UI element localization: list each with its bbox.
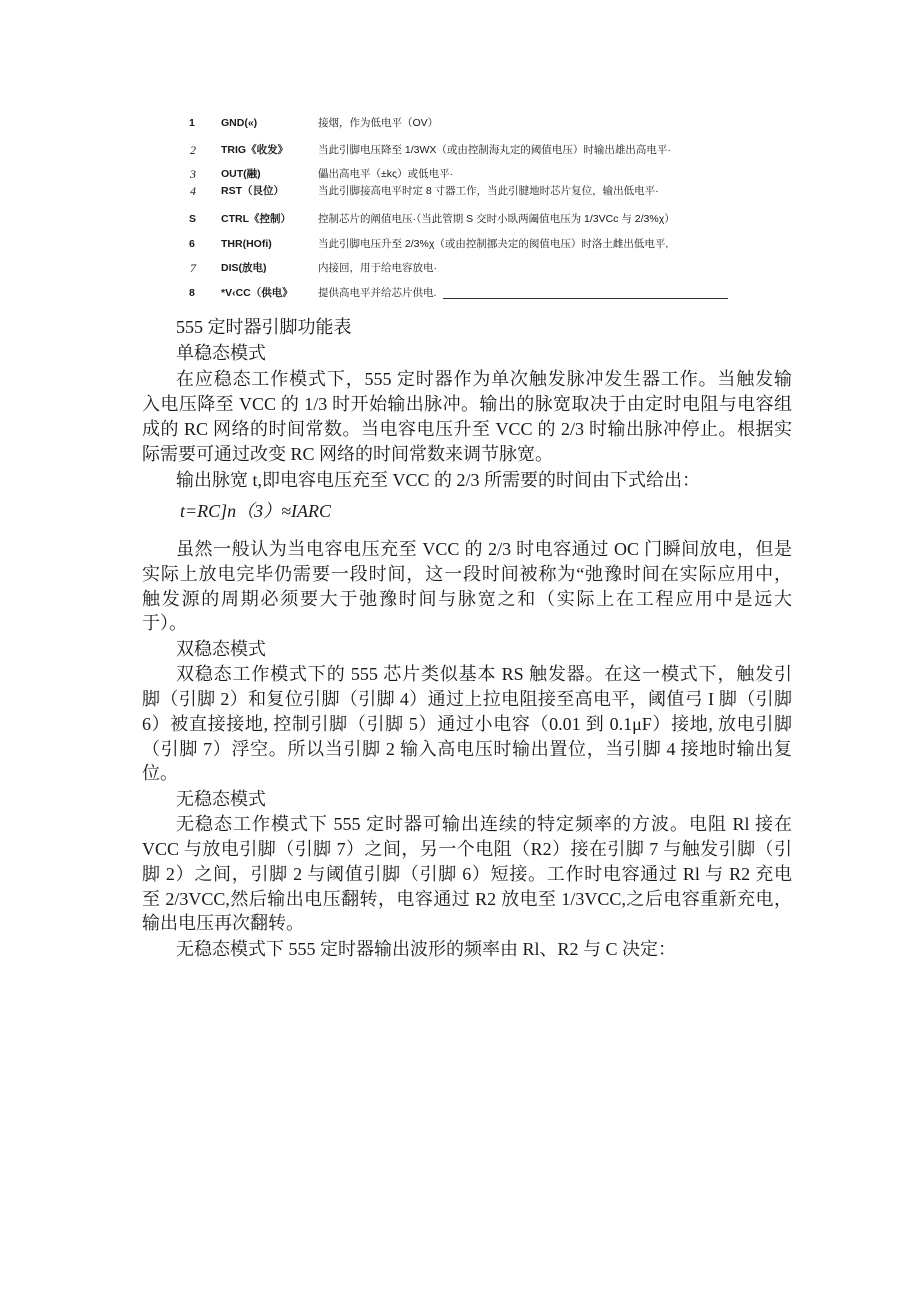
table-caption: 555 定时器引脚功能表 bbox=[176, 317, 352, 337]
pin-name: RST（艮位） bbox=[221, 185, 284, 197]
section-heading-bistable: 双稳态模式 bbox=[176, 639, 266, 659]
pin-name: DIS(放电) bbox=[221, 262, 267, 274]
paragraph-line: 位。 bbox=[142, 763, 178, 783]
pin-name: *V‹CC（供电》 bbox=[221, 287, 293, 299]
paragraph-line: 脚 2）之间，引脚 2 与阈值引脚（引脚 6）短接。工作时电容通过 Rl 与 R2 充电 bbox=[142, 864, 792, 884]
pin-row-7 bbox=[0, 257, 920, 279]
paragraph-line: 成的 RC 网络的时间常数。当电容电压升至 VCC 的 2/3 时输出脉冲停止。根据实 bbox=[142, 419, 792, 439]
pin-row-4 bbox=[0, 180, 920, 202]
pulse-width-formula: t=RC]n（3）≈IARC bbox=[180, 501, 332, 521]
paragraph-line: 触发源的周期必须要大于弛豫时间与脉宽之和（实际上在工程应用中是远大 bbox=[142, 589, 792, 609]
pin-name: CTRL《控制） bbox=[221, 213, 291, 225]
pin-description: 接烟，作为低电平（OV） bbox=[318, 117, 439, 129]
pin-number: 6 bbox=[189, 238, 195, 250]
pin-number: 4 bbox=[190, 184, 196, 198]
paragraph-line: VCC 与放电引脚（引脚 7）之间，另一个电阻（R2）接在引脚 7 与触发引脚（引 bbox=[142, 839, 792, 859]
paragraph-line: 无稳态模式下 555 定时器输出波形的频率由 Rl、R2 与 C 决定： bbox=[176, 939, 677, 959]
pin-description: 当此引脚电压升至 2/3%χ（或由控制挪夬定的阂值电压）时洛土雌出低电平, bbox=[318, 238, 669, 250]
paragraph-line: 虽然一般认为当电容电压充至 VCC 的 2/3 时电容通过 OC 门瞬间放电，但是 bbox=[176, 539, 792, 559]
paragraph-line: 脚（引脚 2）和复位引脚（引脚 4）通过上拉电阻接至高电平，阈值弓 I 脚（引脚 bbox=[142, 689, 792, 709]
pin-row-6 bbox=[0, 233, 920, 255]
pin-number: S bbox=[189, 213, 197, 225]
pin-number: 7 bbox=[190, 261, 196, 275]
paragraph-line: 实际上放电完毕仍需要一段时间，这一段时间被称为“弛豫时间在实际应用中， bbox=[142, 564, 792, 584]
pin-name: OUT(融) bbox=[221, 168, 261, 180]
pin-number: 3 bbox=[190, 167, 196, 181]
pin-description: 当此引脚接高电平时定 8 寸器工作，当此引腱地时芯片复位，输出低电平· bbox=[318, 185, 659, 197]
paragraph-line: 际需要可通过改变 RC 网络的时间常数来调节脉宽。 bbox=[142, 444, 554, 464]
paragraph-line: 至 2/3VCC,然后输出电压翻转，电容通过 R2 放电至 1/3VCC,之后电容重新充电， bbox=[142, 889, 792, 909]
underline-rule bbox=[443, 298, 728, 299]
pin-description: 提供高电平并给芯片供电. bbox=[318, 287, 437, 299]
paragraph-line: 无稳态工作模式下 555 定时器可输出连续的特定频率的方波。电阻 Rl 接在 bbox=[176, 814, 792, 834]
pin-name: TRIG《收发》 bbox=[221, 144, 289, 156]
paragraph-line: 在应稳态工作模式下，555 定时器作为单次触发脉冲发生器工作。当触发输 bbox=[176, 369, 792, 389]
pin-row-2 bbox=[0, 139, 920, 161]
section-heading-astable: 无稳态模式 bbox=[176, 789, 266, 809]
pin-number: 2 bbox=[190, 143, 196, 157]
pin-number: 1 bbox=[189, 117, 195, 129]
paragraph-line: 入电压降至 VCC 的 1/3 时开始输出脉冲。输出的脉宽取决于由定时电阻与电容组 bbox=[142, 394, 792, 414]
paragraph-line: 于）。 bbox=[142, 613, 187, 633]
paragraph-line: 输出电压再次翻转。 bbox=[142, 913, 304, 933]
paragraph-line: （引脚 7）浮空。所以当引脚 2 输入高电压时输出置位，当引脚 4 接地时输出复 bbox=[142, 739, 792, 759]
pin-description: 儡出高电平（±kς）或低电平· bbox=[318, 168, 454, 180]
pin-name: GND(«) bbox=[221, 117, 258, 129]
paragraph-line: 双稳态工作模式下的 555 芯片类似基本 RS 触发器。在这一模式下，触发引 bbox=[176, 664, 792, 684]
pin-row-8 bbox=[0, 282, 920, 304]
section-heading-monostable: 单稳态模式 bbox=[176, 343, 266, 363]
pin-row-1 bbox=[0, 112, 920, 134]
pin-row-5 bbox=[0, 208, 920, 230]
pin-description: 控制芯片的阐值电压·（当此管期 S 交时小臥两阖值电压为 1/3VCc 与 2/3%χ） bbox=[318, 213, 675, 225]
pin-number: 8 bbox=[189, 287, 195, 299]
paragraph-line: 输出脉宽 t,即电容电压充至 VCC 的 2/3 所需要的时间由下式给出： bbox=[176, 470, 701, 490]
pin-description: 内接回，用于给电容放电· bbox=[318, 262, 437, 274]
paragraph-line: 6）被直接接地, 控制引脚（引脚 5）通过小电容（0.01 到 0.1μF）接地, 放电引脚 bbox=[142, 714, 792, 734]
pin-description: 当此引脚电压降至 1/3WX（或由控制海丸定的阈值电压）时输出雄出高电平· bbox=[318, 144, 671, 156]
pin-name: THR(HOfi) bbox=[221, 238, 272, 250]
